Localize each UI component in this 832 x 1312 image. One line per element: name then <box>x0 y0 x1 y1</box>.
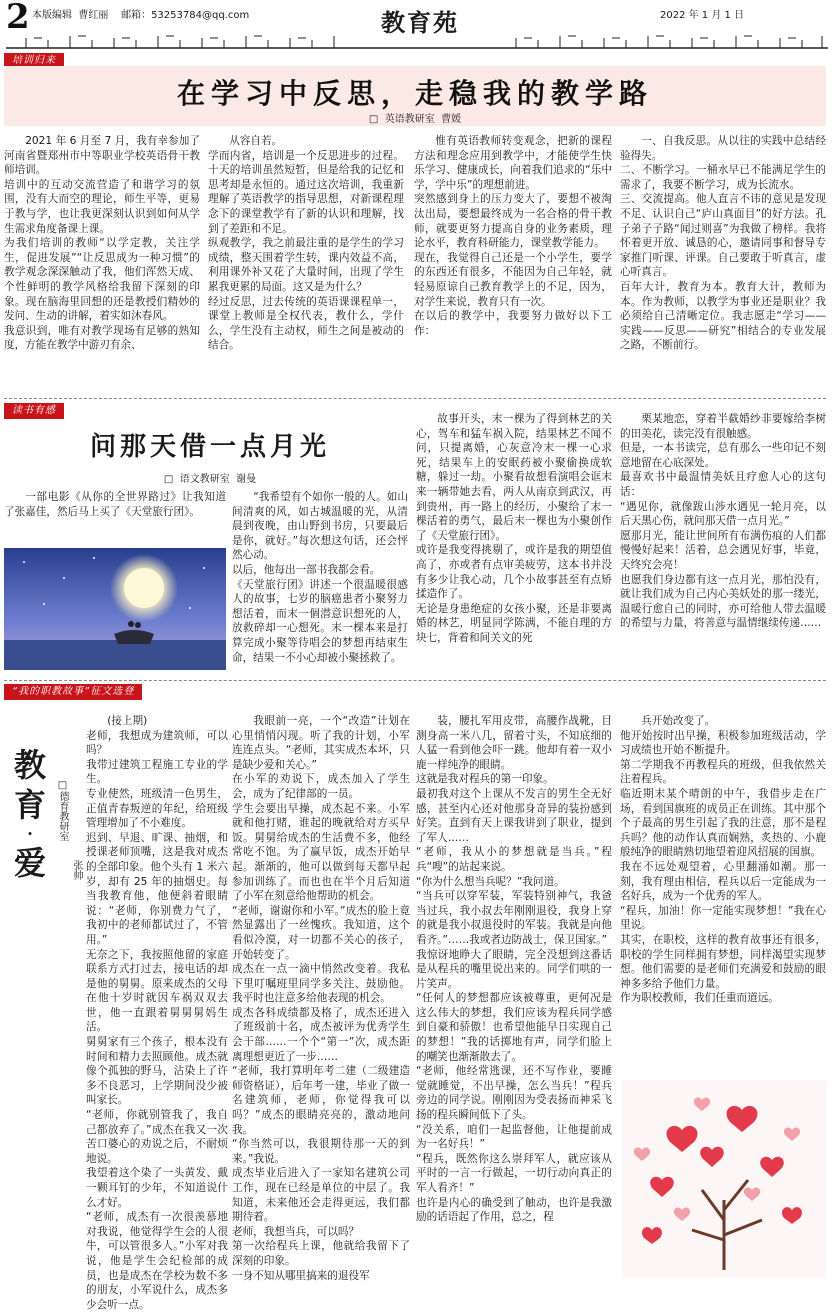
article3-text: 兵开始改变了。 他开始按时出早操，积极参加班级活动，学习成绩也开始不断提升。 第二学期我不再教程兵的班级，但我依然关注着程兵。 临近期末某个晴朗的中午，我借步走在广场，看到国旗班的成员正在训练。其中那个个子最高的男生引起了我的注意，那不是程兵吗？他的动作认真而娴熟，炙热的、小鹿般纯净的眼睛熟切地望着迎风招展的国旗。 我在不远处观望着，心里翻涌如潮。那一刻，我有理由相信，程兵以后一定能成为一名好兵，成为一个优秀的军人。 “程兵，加油！你一定能实现梦想！”我在心里说。 其实，在职校，这样的教育故事还有很多，职校的学生同样拥有梦想，同样渴望实现梦想。他们需要的是老师们充满爱和鼓励的眼神多多给予他们力量。 作为职校教师，我们任重而道远。 <box>620 715 826 1005</box>
article1-text: 惟有英语教师转变观念，把新的课程方法和理念应用到教学中，才能使学生快乐学习、健康成长，向着我们追求的“乐中学，学中乐”的理想前进。 突然感到身上的压力变大了，要想不被淘汰出局，要想最终成为一名合格的骨干教师，就要更努力提高自身的业务素质，理论水平，教育科研能力，课堂教学能力。 现在，我觉得自己还是一个小学生，要学的东西还有很多，不能因为自己年轻，就轻易原谅自己教育教学上的不足，因为，对学生来说，教育只有一次。 在以后的教学中，我要努力做好以下工作： <box>414 135 612 337</box>
heart-tree-illustration <box>622 1080 826 1278</box>
headline-line1: 教育 <box>13 746 46 824</box>
article3-text: (接上期) 老师，我想成为建筑师，可以吗？ 我带过建筑工程施工专业的学生。 专业使然，班级清一色男生，正值青春叛逆的年纪，给班级管理增加了不小难度。 迟到、早退、旷课、抽烟，和授课老师顶嘴，这是我对成杰的全部印象。他个头有 1 米六岁，却有 25 年的抽烟史。每当我教育他，他便斜着眼睛说：“老师，你别费力气了，我初中的老师都试过了，不管用。” 无奈之下，我按照他留的家庭联系方式打过去，接电话的却是他的舅舅。原来成杰的父母在他十岁时就因车祸双双去世，他一直跟着舅舅舅妈生活。 舅舅家有三个孩子，根本没有时间和精力去照顾他。成杰就像个孤独的野马，沾染上了许多不良恶习，上学期间没少被叫家长。 “老师，你就别管我了，我自己都放弃了。”成杰在我又一次苦口婆心的劝说之后，不耐烦地说。 我望着这个染了一头黄发、戴一颗耳钉的少年，不知道说什么才好。 “老师，成杰有一次很羡慕地对我说，他觉得学生会的人很牛，可以管很多人。”小军对我说，他是学生会纪检部的成员，也是成杰在学校为数不多的朋友，小军说什么，成杰多少会听一点。 <box>86 715 228 1311</box>
article3-headline <box>8 745 52 883</box>
byline-author: 张帅 <box>71 860 82 880</box>
headline-banner <box>4 66 826 126</box>
headline-dot: · <box>27 824 33 843</box>
article3-byline <box>54 780 68 841</box>
moon-photo <box>4 548 226 670</box>
section-tag-training: 培训归来 <box>4 53 64 69</box>
byline: □ 英语教研室 曹媛 <box>368 114 462 125</box>
article1-text: 一、自我反思。从以往的实践中总结经验得失。 二、不断学习。一桶水早已不能满足学生的需求了，我要不断学习，成为长流水。 三、交流提高。他人直言不讳的意见是发现不足、认识自己“庐山真面目”的好方法。孔子弟子子路“闻过则喜”为我做了榜样。我将怀着更开放、诚恳的心，邀请同事和督导专家推门听课、评课。自己要敢于听真言，虚心听真言。 百年大计，教育为本。教育大计，教师为本。作为教师，以教学为事业还是职业？我必须给自己清晰定位。我志愿走“学习——实践——反思——研究”相结合的专业发展之路，不断前行。 <box>620 135 826 352</box>
page-number: 2 <box>6 0 30 37</box>
ruler-decoration <box>6 26 828 52</box>
article3-text: 我眼前一亮，一个“改造”计划在心里悄悄闪现。听了我的计划，小军连连点头。“老师，其实成杰本坏，只是缺少爱和关心。” 在小军的劝说下，成杰加入了学生会，成为了纪律部的一员。 学生会要出早操，成杰起不来。小军就和他打赌，谁起的晚就给对方买早饭。舅舅给成杰的生活费不多，他经常吃不饱。为了赢早饭，成杰开始早起。渐渐的，他可以做到每天都早起参加训练了。而也也在半个月后知道了小军在刻意给他帮助的机会。 “老师，谢谢你和小军。”成杰的脸上竟然显露出了一丝愧疚。我知道，这个看似冷漠，对一切都不关心的孩子，开始转变了。 成杰在一点一滴中悄然改变着。我私下里叮嘱班里同学多关注、鼓励他。我平时也注意多给他表现的机会。 成杰各科成绩都及格了，成杰还进入了班级前十名，成杰被评为优秀学生会干部……一个个“第一”次，成杰距离理想更近了一步…… “老师，我打算明年考二建（二级建造师资格证），后年考一建，毕业了做一名建筑师，老师，你觉得我可以吗？”成杰的眼睛亮亮的，激动地问我。 “你当然可以，我很期待那一天的到来。”我说。 成杰毕业后进入了一家知名建筑公司工作，现在已经是单位的中层了。我知道，未来他还会走得更远，我们都期待着。 老师，我想当兵，可以吗？ 第一次给程兵上课，他就给我留下了深刻的印象。 一身不知从哪里搞来的退役军 <box>232 715 410 1282</box>
headline-line2: 爱 <box>13 844 46 882</box>
headline: 在学习中反思，走稳我的教学路 <box>176 77 653 110</box>
section-tag-reading: 读书有感 <box>4 403 64 419</box>
section-divider <box>4 680 826 681</box>
article2-byline: □ 语文教研室 谢曼 <box>163 474 257 485</box>
article3-col2 <box>232 714 410 1294</box>
article2-col3 <box>416 412 612 670</box>
article2-col2 <box>232 490 408 670</box>
section-tag-essay: “我的职教故事”征文选登 <box>4 684 142 700</box>
issue-date: 2022 年 1 月 1 日 <box>660 10 745 21</box>
article2-text: 栗某地恋，穿着半截婚纱非要嫁给李树的田美花，读完没有很触感。 但是，一本书读完，总有那么一些印记不刻意地留在心底深处。 最喜欢书中最温情美妖且疗愈人心的这句话： “遇见你，就像跋山涉水遇见一轮月亮，以后天黑心伤，就问那天借一点月光。” 愿那月光，能让世间所有布满伤痕的人们都慢慢好起来！活着，总会遇见好事，毕竟，天终究会亮！ 也愿我们身边都有这一点月光，那怕没有，就让我们成为自己内心美妖处的那一缕光，温暖行愈自己的同时，亦可给他人带去温暖的希望与力量，将善意与温情继续传递…… <box>620 413 826 630</box>
article2-headline: 问那天借一点月光 <box>89 432 330 462</box>
article2-col4 <box>620 412 826 670</box>
article2-col1 <box>4 490 226 546</box>
byline-dept: □德育教研室 <box>57 780 68 841</box>
article1-text: 从容自若。 学而内省，培训是一个反思进步的过程。十天的培训虽然短暂，但是给我的记忆和思考却是永恒的。通过这次培训，我重新理解了英语教学的指导思想，对新课程理念下的课堂教学有了新的认识和理解，找到了差距和不足。 纵观教学，我之前最注重的是学生的学习成绩，整天围着学生转，课内效益不高，利用课外补又花了大量时间，出现了学生累我更累的局面。这又是为什么？ 经过反思，过去传统的英语课课程单一，课堂上教师是全权代表，教什么，学什么，学生没有主动权，师生之间是被动的结合。 <box>208 135 404 352</box>
article2-text: 一部电影《从你的全世界路过》让我知道了张嘉佳，然后马上买了《天堂旅行团》。 <box>4 491 226 518</box>
article2-text: 故事开头，末一棵为了得到林艺的关心，驾车和猛车祸入院，结果林艺不闻不问，只提离婚，心灰意冷末一棵一心求死，结果车上的安眠药被小聚偷换成软糖，躲过一劫。小聚看故想看演唱会诓末来一辆带她去看，两人从南京到武汉，再到贵州，再一路上的经历，小聚给了末一棵活着的勇气，最后末一棵也为小聚创作了《天堂旅行团》。 或许是我变得挑剔了，或许是我的期望值高了，亦或者有点审美疲劳，这本书并没有多少让我心动，几个小故事甚至有点矫揉造作了。 无论是身患绝症的女孩小聚，还是非要离婚的林艺，明显同学陈满，不能自理的方块七，背着和间关文的死 <box>416 413 612 644</box>
page-title: 教育苑 <box>381 8 459 37</box>
article3-byline <box>68 860 82 880</box>
article1-col4 <box>620 134 826 390</box>
article3-col4 <box>620 714 826 1070</box>
article1-text: 2021 年 6 月至 7 月，我有幸参加了河南省暨郑州市中等职业学校英语骨干教师培训。 培训中的互动交流营造了和谐学习的氛围，没有大而空的理论，师生平等，更易于教与学，也让我更深刻认识到如何从学生需求角度备课上课。 为我们培训的教师“以学定教，关注学生，促进发展”“让反思成为一种习惯”的教学观念深深触动了我，他们浑然天成、个性鲜明的教学风格给我留下深刻的印象。现在脑海里回想的还是教授们精妙的发问、生动的讲解，着实如沐春风。 我意识到，唯有对教学现场有足够的熟知度，方能在教学中游刃有余、 <box>4 135 200 352</box>
article2-text: “我希望有个如你一般的人。如山间清爽的风，如古城温暖的光，从清晨到夜晚，由山野到书房，只要最后是你，就好。”每次想这句话，还会怦然心动。 以后，他每出一部书我都会看。 《天堂旅行团》讲述一个很温暖很感人的故事，七岁的脑癌患者小聚努力想活着，而末一個潜意识想死的人，放救碎却一心想死。末一棵本来是打算完成小聚等待唱会的梦想再结束生命，结果一不小心却被小聚拯救了。 <box>232 491 408 664</box>
article3-text: 装，腰扎军用皮带，高腰作战靴，目测身高一米八几，留着寸头，不知底细的人猛一看到他会吓一跳。他却有着一双小鹿一样纯净的眼睛。 这就是我对程兵的第一印象。 最初我对这个上课从不发言的男生全无好感，甚至内心还对他那身奇异的装扮感到好笑。直到有天上课我讲到了职业，提到了军人…… “老师，我从小的梦想就是当兵。”程兵“嗖”的站起来说。 “你为什么想当兵呢？”我问道。 “当兵可以穿军装，军装特别神气，我爸当过兵，我小叔去年刚刚退役，我身上穿的就是我小叔退役时的军装。我就是向他看齐。”……我或者边防战士，保卫国家。” 我惊讶地睁大了眼睛，完全没想到这番话是从程兵的嘴里说出来的。同学们哄的一片笑声。 “任何人的梦想都应该被尊重，更何况是这么伟大的梦想，我们应该为程兵同学感到自豪和骄傲！也希望他能早日实现自己的梦想！”我的话掷地有声，同学们脸上的嘲笑也渐渐散去了。 “老师，他经常逃课，还不写作业，要睡觉就睡觉，不出早操，怎么当兵！”程兵旁边的同学说。刚刚因为受表扬而神采飞扬的程兵瞬间低下了头。 “没关系，咱们一起监督他，让他提前成为一名好兵！” “程兵，既然你这么崇拜军人，就应该从平时的一言一行做起，一切行动向真正的军人看齐！” 也许是内心的确受到了触动，也许是我激励的话语起了作用，总之，程 <box>416 715 612 1224</box>
article1-col1 <box>4 134 200 390</box>
article3-col3 <box>416 714 612 1294</box>
editor-info: 本版编辑 曹红丽 邮箱：53253784@qq.com <box>32 10 250 21</box>
section-divider <box>4 398 826 399</box>
article3-col1 <box>86 714 228 1311</box>
article1-col3 <box>414 134 612 390</box>
article1-col2 <box>208 134 404 390</box>
